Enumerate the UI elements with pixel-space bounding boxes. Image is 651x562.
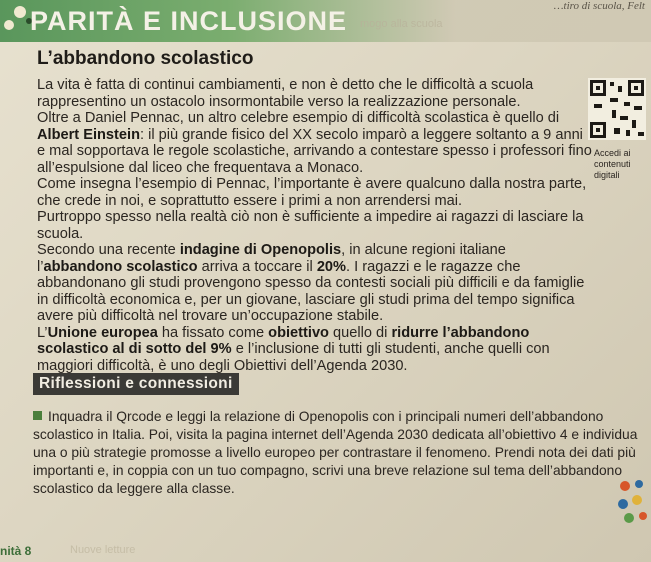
unit-footer: nità 8 [0,544,32,558]
bullet-square-icon [33,411,42,420]
section-title: PARITÀ E INCLUSIONE [30,6,348,36]
qr-code-icon [588,78,646,140]
footer-ghost: Nuove letture [70,544,136,556]
box-text: Inquadra il Qrcode e leggi la relazione di Openopolis con i principali numeri dell’abbandono scolastico in Italia. Poi, visita la pagina internet dell’Agenda 2030 dedicata all’obiettivo 4 e individua una o più strategie promosse a livello europeo per contrastare il fenomeno. Prendi nota dei dati più importanti e, in coppia con un tuo compagno, scrivi una breve relazione sul tema dell’abbandono scolastico da leggere alla classe. [33,409,638,496]
decorative-blobs [615,478,651,528]
page-heading: L’abbandono scolastico [37,48,254,69]
ghost-text: mogo alla scuola [360,18,443,30]
qr-label: Accedi ai contenuti digitali [594,148,631,180]
paragraph-1: La vita è fatta di continui cambiamenti, e non è detto che le difficoltà a scuola rappresentino un ostacolo insormontabile verso la realizzazione personale. Oltre a Daniel Pennac, un altro celebre esempio di difficoltà scolastica è quello di Albert Einstein: il più grande fisico del XX secolo imparò a leggere soltanto a 9 anni e mal sopportava le regole scolastiche, arrivando a contestare spesso i professori fino all’espulsione dal liceo che frequentava a Monaco. Come insegna l’esempio di Pennac, l’importante è avere qualcuno dalla nostra parte, che crede in noi, e soprattutto essere i primi a non arrendersi mai. Purtroppo spesso nella realtà ciò non è sufficiente a impedire ai ragazzi di lasciare la scuola. Secondo una recente indagine di Openopolis, in alcune regioni italiane l’abbandono scolastico arriva a toccare il 20%. I ragazzi e le ragazze che abbandonano gli studi provengono spesso da contesti sociali più difficili e da famiglie in difficoltà economica e, per un giovane, lasciare gli studi prima del tempo significa avere più difficoltà nel trovare un’occupazione stabile. L’Unione europea ha fissato come obiettivo quello di ridurre l’abbandono scolastico al di sotto del 9% e l’inclusione di tutti gli studenti, anche quelli con maggiori difficoltà, è uno degli Obiettivi dell’Agenda 2030. [37,77,592,374]
qr-code[interactable] [588,78,646,140]
running-header: …tiro di scuola, Felt [553,0,645,12]
box-title: Riflessioni e connessioni [33,373,239,395]
